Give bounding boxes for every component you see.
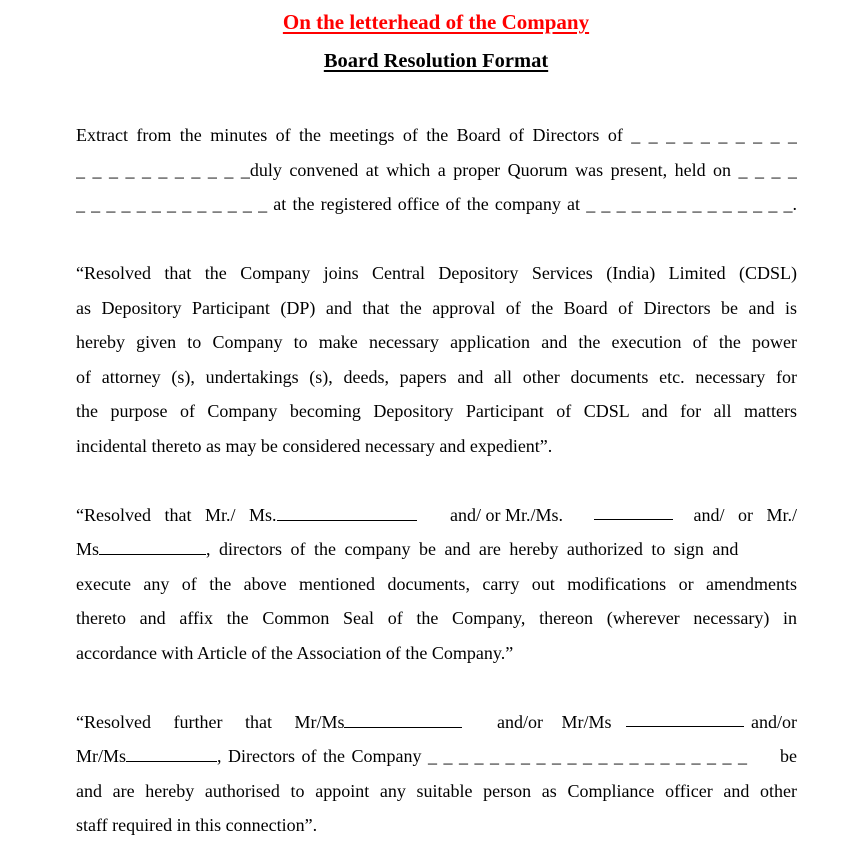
letterhead-heading: On the letterhead of the Company	[282, 10, 590, 34]
text-segment: Ms	[76, 539, 100, 559]
text-line: _ _ _ _ _ _ _ _ _ _ _ _ _ at the registered office of the company at _ _ _ _ _ _ _ _ _ _ _ _ _ _.	[76, 194, 797, 214]
text-segment: and/or	[751, 712, 797, 732]
name-blank[interactable]	[277, 505, 417, 521]
text-line	[76, 711, 797, 733]
text-line: “Resolved that the Company joins Central Depository Services (India) Limited (CDSL)	[76, 263, 797, 283]
name-blank[interactable]	[344, 712, 462, 728]
text-segment: be	[780, 746, 797, 766]
text-line: the purpose of Company becoming Depository Participant of CDSL and for all matters	[76, 401, 797, 421]
text-segment: “Resolved that Mr./ Ms.	[76, 505, 277, 525]
text-segment: , Directors of the Company _ _ _ _ _ _ _ _ _ _ _ _ _ _ _ _ _ _ _ _ _	[217, 746, 747, 766]
text-line: incidental thereto as may be considered necessary and expedient”.	[76, 436, 553, 456]
text-segment: “Resolved further that Mr/Ms	[76, 712, 345, 732]
text-line: hereby given to Company to make necessary application and the execution of the power	[76, 332, 797, 352]
name-blank[interactable]	[626, 711, 744, 727]
text-line	[76, 504, 797, 526]
text-line	[76, 538, 797, 560]
text-line: Extract from the minutes of the meetings of the Board of Directors of _ _ _ _ _ _ _ _ _ _	[76, 125, 797, 145]
text-line: of attorney (s), undertakings (s), deeds, papers and all other documents etc. necessary for	[76, 367, 797, 387]
document-title: Board Resolution Format	[323, 50, 549, 72]
text-line: staff required in this connection”.	[76, 815, 318, 835]
text-segment: , directors of the company be and are hereby authorized to sign and	[206, 539, 739, 559]
text-segment: and/ or Mr./	[693, 505, 797, 525]
text-line: and are hereby authorised to appoint any suitable person as Compliance officer and other	[76, 781, 797, 801]
text-line: accordance with Article of the Association of the Company.”	[76, 643, 514, 663]
text-line	[76, 745, 797, 767]
name-blank[interactable]	[126, 746, 217, 762]
text-line: thereto and affix the Common Seal of the Company, thereon (wherever necessary) in	[76, 608, 797, 628]
text-segment: and/ or Mr./Ms.	[450, 505, 564, 525]
text-line: as Depository Participant (DP) and that the approval of the Board of Directors be and is	[76, 298, 797, 318]
text-segment: and/or Mr/Ms	[497, 712, 612, 732]
name-blank[interactable]	[99, 539, 206, 555]
text-line: _ _ _ _ _ _ _ _ _ _ _duly convened at which a proper Quorum was present, held on _ _ _ _	[76, 160, 797, 180]
text-line: execute any of the above mentioned documents, carry out modifications or amendments	[76, 574, 797, 594]
name-blank[interactable]	[594, 504, 673, 520]
text-segment: Mr/Ms	[76, 746, 127, 766]
